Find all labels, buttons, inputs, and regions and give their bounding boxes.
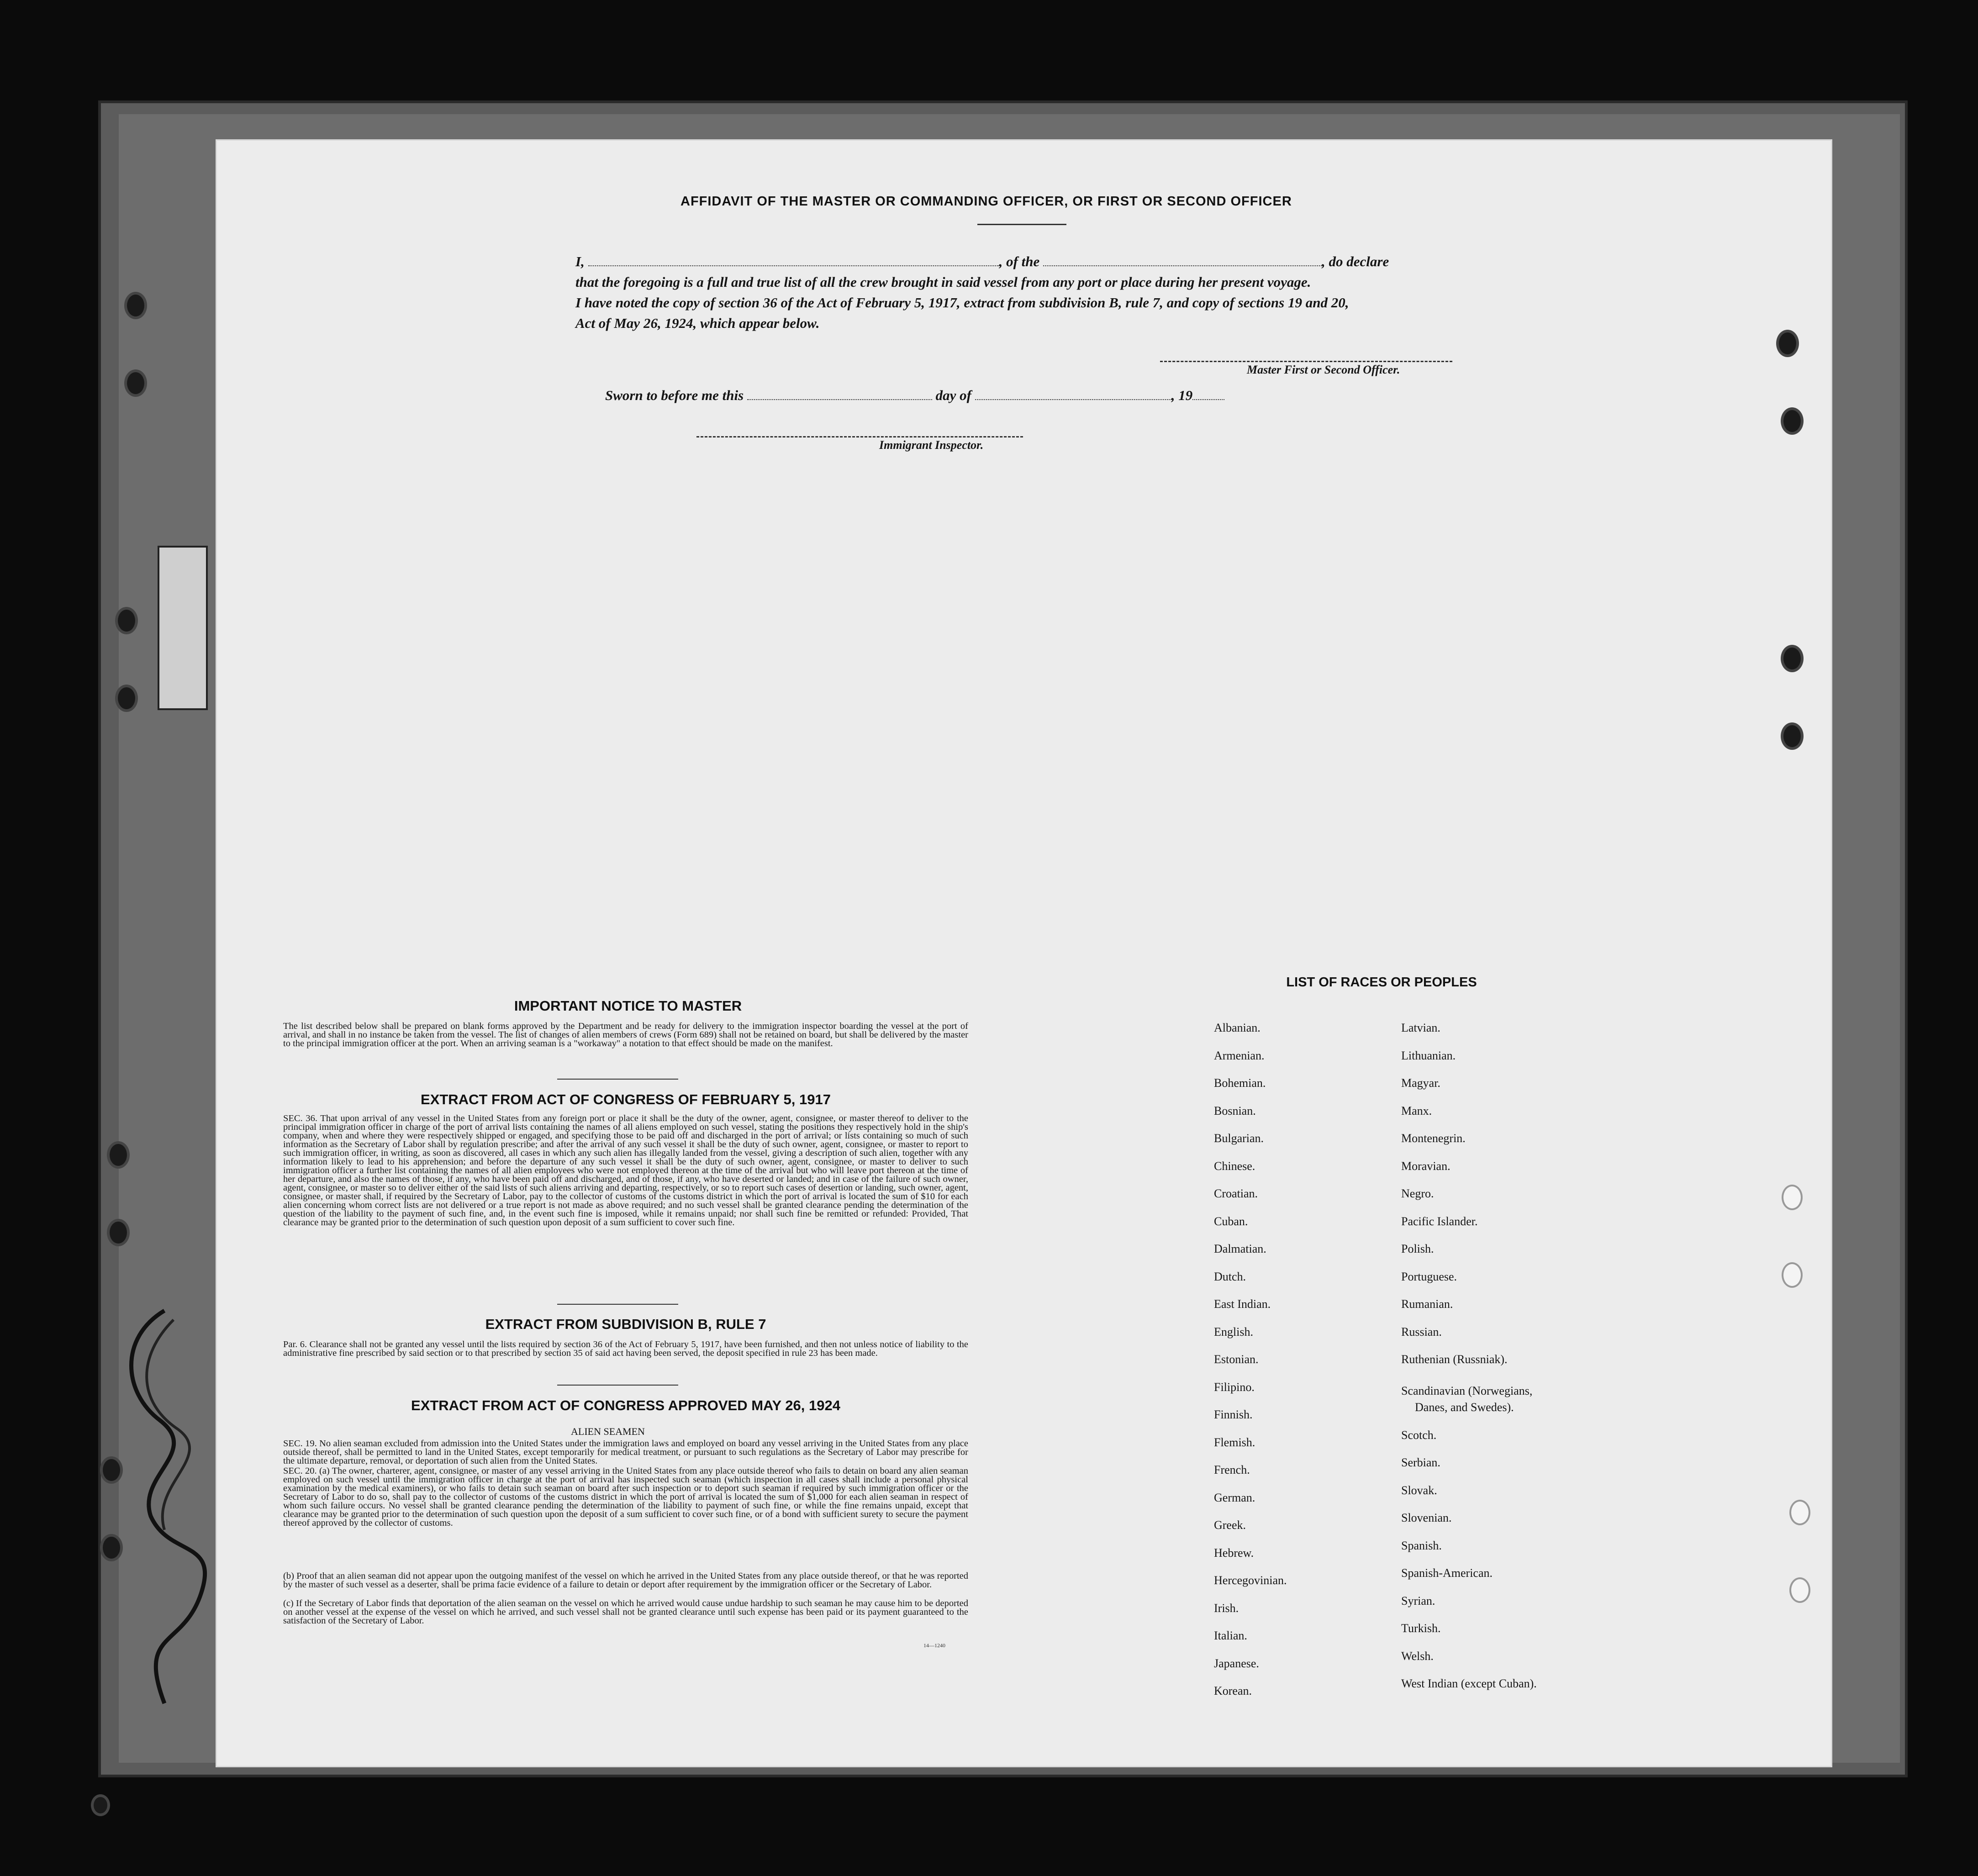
race-item: Cuban. (1214, 1215, 1248, 1228)
alien-seamen-subtitle: ALIEN SEAMEN (571, 1426, 645, 1437)
race-item: Dalmatian. (1214, 1242, 1266, 1255)
sworn-day-blank[interactable] (747, 389, 932, 400)
race-item: Armenian. (1214, 1049, 1265, 1062)
races-title: LIST OF RACES OR PEOPLES (1286, 975, 1477, 990)
sworn-month-blank[interactable] (975, 389, 1171, 400)
race-item: Spanish. (1401, 1539, 1442, 1552)
race-item: Estonian. (1214, 1353, 1259, 1366)
section-19-body: SEC. 19. No alien seaman excluded from admission into the United States under the immigration laws and employed on board any vessel arriving in the United States from any place outside thereof, shall be permitted to land in the United States, except temporarily for medical treatment, or pursuant to such regulations as the Secretary of Labor may prescribe for the ultimate departure, removal, or deportation of such alien from the United States. (283, 1439, 968, 1466)
section-20b-body: (b) Proof that an alien seaman did not appear upon the outgoing manifest of the vessel on which he arrived in the United States from any place outside thereof, or that he was reported by the master of such vessel as a deserter, shall be prima facie evidence of a failure to detain or deport after requirement by the immigration officer or the Secretary of Labor. (283, 1571, 968, 1590)
master-name-blank[interactable] (588, 255, 999, 266)
race-item: Montenegrin. (1401, 1132, 1466, 1145)
affidavit-line-3: I have noted the copy of section 36 of the Act of February 5, 1917, extract from subdivision B, rule 7, and copy of sections 19 and 20, (575, 295, 1349, 311)
race-item: Filipino. (1214, 1381, 1255, 1394)
inspector-signature-line[interactable] (696, 436, 1023, 437)
race-item: East Indian. (1214, 1297, 1271, 1311)
race-item: French. (1214, 1463, 1250, 1476)
sworn-year-blank[interactable] (1192, 389, 1224, 400)
sworn-line (605, 387, 1290, 404)
divider (557, 1385, 678, 1386)
extract-1924-title: EXTRACT FROM ACT OF CONGRESS APPROVED MAY 26, 1924 (411, 1397, 840, 1413)
race-item: Flemish. (1214, 1436, 1255, 1449)
race-item: German. (1214, 1491, 1255, 1504)
race-item: English. (1214, 1325, 1253, 1338)
inspector-signature-caption: Immigrant Inspector. (879, 438, 984, 452)
race-item: Italian. (1214, 1629, 1247, 1642)
affidavit-line-2: that the foregoing is a full and true list of all the crew brought in said vessel from any port or place during her present voyage. (575, 274, 1311, 290)
race-item: Moravian. (1401, 1159, 1451, 1173)
race-item: Ruthenian (Russniak). (1401, 1353, 1508, 1366)
race-item: Pacific Islander. (1401, 1215, 1478, 1228)
race-item: Korean. (1214, 1684, 1252, 1697)
vessel-name-blank[interactable] (1043, 255, 1322, 266)
race-item: Slovenian. (1401, 1511, 1452, 1524)
master-signature-caption: Master First or Second Officer. (1247, 363, 1400, 376)
race-item: Finnish. (1214, 1408, 1253, 1421)
sworn-label: Sworn to before me this (605, 387, 744, 403)
punch-hole (1791, 1579, 1809, 1601)
extract-1917-title: EXTRACT FROM ACT OF CONGRESS OF FEBRUARY 5, 1917 (421, 1091, 831, 1107)
race-item: Serbian. (1401, 1456, 1440, 1469)
race-item: Negro. (1401, 1187, 1434, 1200)
race-item: West Indian (except Cuban). (1401, 1677, 1537, 1690)
punch-hole (1783, 1186, 1801, 1208)
day-of-label: day of (935, 387, 971, 403)
punch-hole (1783, 725, 1801, 747)
race-item: Chinese. (1214, 1159, 1255, 1173)
i-label: I, (575, 253, 585, 269)
race-item: Bohemian. (1214, 1076, 1266, 1090)
year-label: , 19 (1171, 387, 1193, 403)
race-item: Bulgarian. (1214, 1132, 1264, 1145)
race-item: Russian. (1401, 1325, 1442, 1338)
form-number: 14—1240 (923, 1642, 945, 1649)
affidavit-declaration-line (575, 253, 1471, 270)
race-item: Hercegovinian. (1214, 1574, 1287, 1587)
subdivision-b-body: Par. 6. Clearance shall not be granted any vessel until the lists required by section 36 of the Act of February 5, 1917, have been furnished, and then not unless notice of liability to the administrative fine prescribed by said section or to that prescribed by section 35 of said act having been served, the deposit specified in rule 23 has been made. (283, 1339, 968, 1358)
binding-string (110, 1302, 228, 1713)
race-item: Manx. (1401, 1104, 1432, 1117)
binder-hole (127, 295, 144, 316)
race-item: Hebrew. (1214, 1546, 1254, 1560)
race-item: Bosnian. (1214, 1104, 1256, 1117)
punch-hole (1779, 332, 1796, 354)
binder-hole (127, 372, 144, 394)
divider (557, 1304, 678, 1305)
divider (977, 224, 1066, 225)
race-item: Spanish-American. (1401, 1566, 1493, 1580)
punch-hole (1791, 1502, 1809, 1523)
race-item: Scotch. (1401, 1428, 1437, 1442)
notice-body: The list described below shall be prepared on blank forms approved by the Department and be ready for delivery to the immigration inspector boarding the vessel at the port of arrival, and shall in no instance be taken from the vessel. The list of changes of alien members of crews (Form 689) shall not be retained on board, but shall be delivered by the master to the principal immigration officer at the port. When an arriving seaman is a "workaway" a notation to that effect should be made on the manifest. (283, 1021, 968, 1049)
section-20a-body: SEC. 20. (a) The owner, charterer, agent, consignee, or master of any vessel arriving in the United States from any place outside thereof who fails to detain on board any alien seaman employed on such vessel until the immigration officer in charge at the port of arrival has inspected such seaman (which inspection in all cases shall include a personal physical examination by the medical examiners), or who fails to detain such seaman on board after such inspection or to deport such seaman if required by such immigration officer or the Secretary of Labor to do so, shall pay to the collector of customs of the customs district in which the port of arrival is located the sum of $1,000 for each alien seaman in respect of whom such failure occurs. No vessel shall be granted clearance pending the determination of the liability to payment of such fine, or while the fine remains unpaid, except that clearance may be granted prior to the determination of such question upon the deposit of a sum sufficient to cover such fine, or of a bond with sufficient surety to secure the payment thereof approved by the collector of customs. (283, 1466, 968, 1528)
side-stamp (158, 546, 208, 710)
race-item: Lithuanian. (1401, 1049, 1456, 1062)
binder-hole (103, 1459, 120, 1481)
race-item: Rumanian. (1401, 1297, 1453, 1311)
binder-hole (103, 1537, 120, 1559)
race-item: Scandinavian (Norwegians, (1401, 1384, 1533, 1397)
race-item: Dutch. (1214, 1270, 1246, 1283)
race-item: Magyar. (1401, 1076, 1440, 1090)
master-signature-line[interactable] (1160, 361, 1452, 362)
extract-1917-body: SEC. 36. That upon arrival of any vessel in the United States from any foreign port or place it shall be the duty of the owner, agent, consignee, or master thereof to deliver to the principal immigration officer in charge of the port of arrival lists containing the names of all aliens employed on such vessel, stating the positions they respectively hold in the ship's company, when and where they were respectively shipped or engaged, and specifying those to be paid off and discharged in the port of arrival; or lists containing so much of such information as the Secretary of Labor shall by regulation prescribe; and after the arrival of any such vessel it shall be the duty of such owner, agent, consignee, or master to report to such immigration officer, in writing, as soon as discovered, all cases in which any such alien has illegally landed from the vessel, giving a description of such alien, together with any information likely to lead to his apprehension; and before the departure of any such vessel it shall be the duty of such owner, agent, consignee, or master to deliver to such immigration officer a further list containing the names of all alien employees who were not employed thereon at the time of the arrival but who will leave port thereon at the time of her departure, and also the names of those, if any, who have been paid off and discharged, and of those, if any, who have deserted or landed; and in case of the failure of such owner, agent, consignee, or master so to deliver either of the said lists of such aliens arriving and departing, respectively, or so to report such cases of desertion or landing, such owner, agent, consignee, or master shall, if required by the Secretary of Labor, pay to the collector of customs of the customs district in which the port of arrival is located the sum of $10 for each alien concerning whom correct lists are not delivered or a true report is not made as above required; and no such vessel shall be granted clearance pending the determination of the question of the liability to the payment of such fine, and, in the event such fine is imposed, while it remains unpaid; nor shall such fine be remitted or refunded: Provided, That clearance may be granted prior to the determination of such question upon deposit of a sum sufficient to cover such fine. (283, 1113, 968, 1228)
punch-hole (1783, 410, 1801, 432)
race-item: Danes, and Swedes). (1415, 1401, 1514, 1414)
affidavit-line-4: Act of May 26, 1924, which appear below. (575, 315, 820, 331)
race-item: Welsh. (1401, 1649, 1434, 1663)
race-item: Polish. (1401, 1242, 1434, 1255)
race-item: Syrian. (1401, 1594, 1435, 1607)
punch-hole (1783, 1264, 1801, 1286)
binder-hole (110, 1222, 127, 1244)
race-item: Croatian. (1214, 1187, 1258, 1200)
race-item: Turkish. (1401, 1622, 1441, 1635)
notice-title: IMPORTANT NOTICE TO MASTER (514, 998, 742, 1014)
race-item: Greek. (1214, 1518, 1246, 1532)
binder-hole (94, 1797, 107, 1813)
binder-hole (118, 687, 135, 709)
race-item: Irish. (1214, 1602, 1239, 1615)
punch-hole (1783, 648, 1801, 669)
divider (557, 1079, 678, 1080)
race-item: Latvian. (1401, 1021, 1440, 1034)
race-item: Albanian. (1214, 1021, 1261, 1034)
subdivision-b-title: EXTRACT FROM SUBDIVISION B, RULE 7 (485, 1316, 766, 1332)
binder-hole (110, 1144, 127, 1166)
race-item: Slovak. (1401, 1484, 1437, 1497)
of-the-label: , of the (999, 253, 1040, 269)
binder-hole (118, 610, 135, 632)
race-item: Portuguese. (1401, 1270, 1457, 1283)
section-20c-body: (c) If the Secretary of Labor finds that deportation of the alien seaman on the vessel on which he arrived would cause undue hardship to such seaman he may cause him to be deported on another vessel at the expense of the vessel on which he arrived, and such vessel shall not be granted clearance until such expense has been paid or its payment guaranteed to the satisfaction of the Secretary of Labor. (283, 1598, 968, 1626)
do-declare-label: , do declare (1322, 253, 1389, 269)
affidavit-title: AFFIDAVIT OF THE MASTER OR COMMANDING OFFICER, OR FIRST OR SECOND OFFICER (680, 194, 1292, 209)
race-item: Japanese. (1214, 1657, 1259, 1670)
